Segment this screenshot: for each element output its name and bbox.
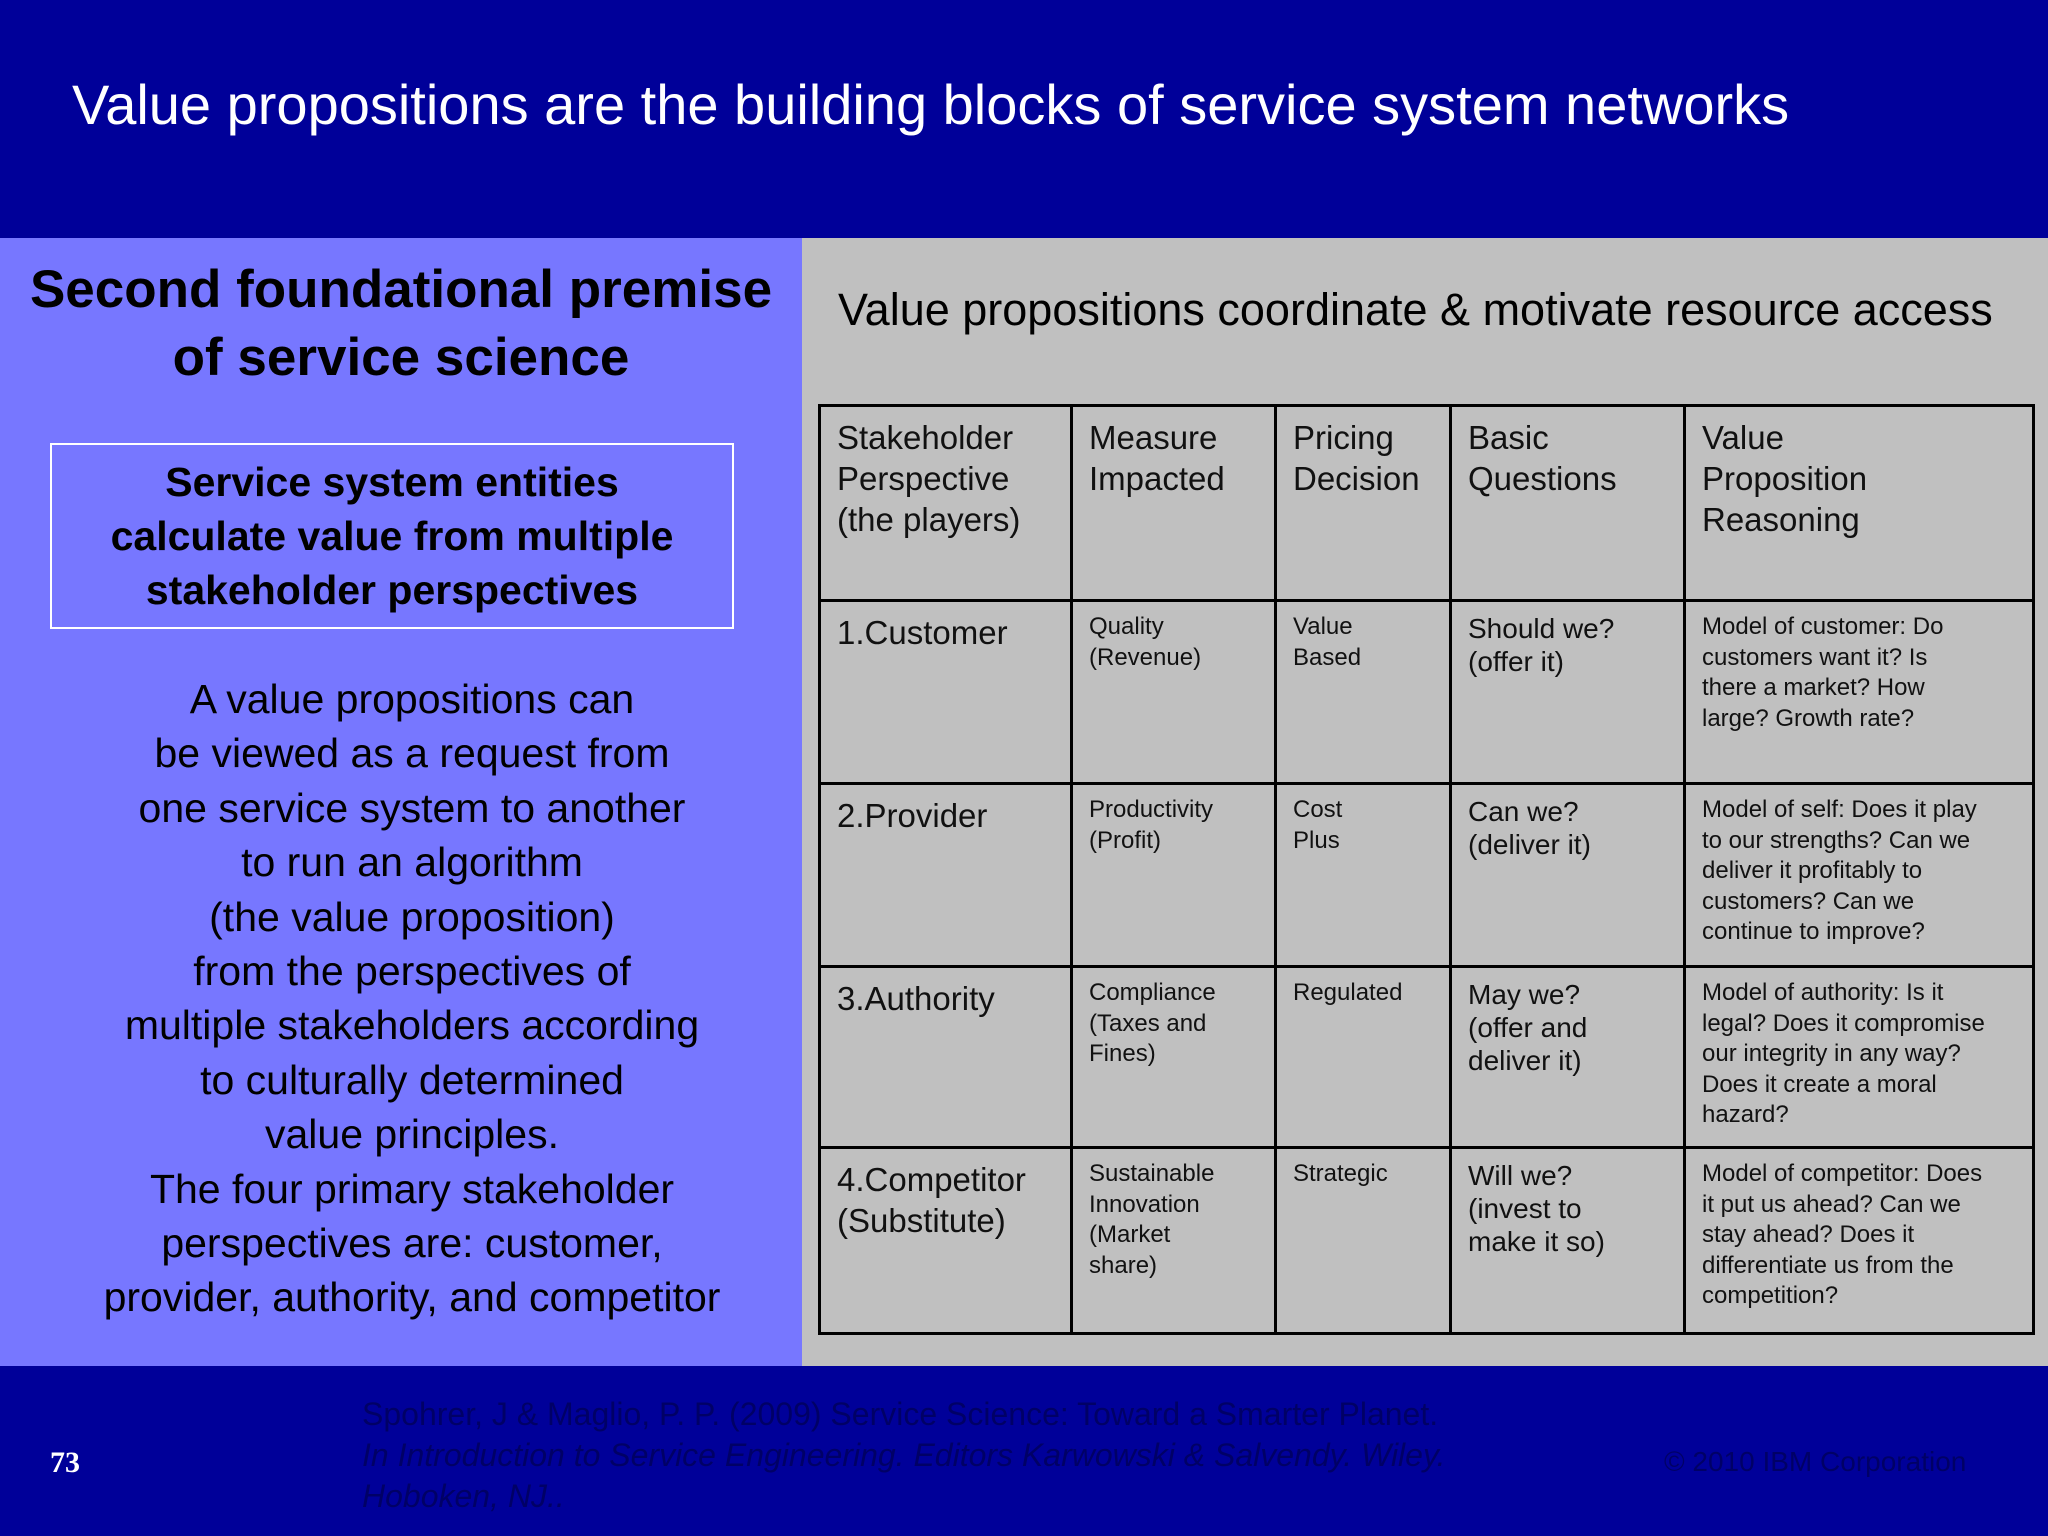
header-text: Measure <box>1089 419 1218 456</box>
measure-cell <box>1072 967 1276 1148</box>
callout-line: calculate value from multiple <box>110 513 674 559</box>
reasoning-cell <box>1685 784 2034 967</box>
cell-text: Plus <box>1293 826 1340 854</box>
cell-text: 2.Provider <box>837 797 988 834</box>
cell-text: 4.Competitor <box>837 1161 1026 1198</box>
reasoning-cell <box>1685 601 2034 784</box>
stakeholder-table <box>818 404 2035 1335</box>
premise-heading-line: Second foundational premise <box>29 260 773 319</box>
cell-text: Innovation <box>1089 1190 1200 1218</box>
table-row-customer <box>820 601 2034 784</box>
cell-text: differentiate us from the <box>1702 1251 1954 1279</box>
premise-callout-box <box>50 443 734 629</box>
body-line: The four primary stakeholder <box>149 1165 675 1212</box>
stakeholder-cell <box>820 601 1072 784</box>
measure-cell <box>1072 1148 1276 1334</box>
cell-text: Value <box>1293 613 1353 640</box>
slide-header <box>0 0 2048 238</box>
body-line: from the perspectives of <box>193 948 631 995</box>
cell-text: (Substitute) <box>837 1202 1006 1239</box>
cell-text: customers want it? Is <box>1702 643 1928 671</box>
header-text: Reasoning <box>1702 501 1860 538</box>
header-text: Stakeholder <box>837 419 1014 456</box>
cell-text: Does it create a moral <box>1702 1070 1937 1098</box>
cell-text: deliver it profitably to <box>1702 857 1923 884</box>
cell-text: Cost <box>1293 796 1343 823</box>
header-text: Pricing <box>1293 419 1394 456</box>
header-text: Perspective <box>837 460 1010 497</box>
cell-text: Based <box>1293 643 1362 671</box>
citation <box>362 1394 1445 1517</box>
stakeholder-cell <box>820 1148 1072 1334</box>
cell-text: Model of authority: Is it <box>1702 979 1944 1006</box>
cell-text: it put us ahead? Can we <box>1702 1190 1961 1218</box>
cell-text: Will we? <box>1468 1160 1573 1191</box>
premise-body-text <box>0 672 824 1325</box>
measure-cell <box>1072 784 1276 967</box>
cell-text: (Profit) <box>1089 826 1161 854</box>
body-line: one service system to another <box>138 784 686 831</box>
cell-text: Productivity <box>1089 796 1214 823</box>
callout-line: stakeholder perspectives <box>145 567 639 613</box>
header-text: Value <box>1702 419 1784 456</box>
header-text: Questions <box>1468 460 1617 497</box>
cell-text: 1.Customer <box>837 614 1008 651</box>
pricing-cell <box>1276 967 1451 1148</box>
citation-italic-text: Hoboken, NJ.. <box>362 1478 565 1514</box>
cell-text: Fines) <box>1089 1040 1156 1067</box>
reasoning-cell <box>1685 1148 2034 1334</box>
premise-heading <box>0 256 802 392</box>
cell-text: large? Growth rate? <box>1702 704 1915 732</box>
premise-heading-line: of service science <box>172 328 630 387</box>
table-row-provider <box>820 784 2034 967</box>
body-line: to run an algorithm <box>241 839 583 886</box>
cell-text: there a market? How <box>1702 674 1925 701</box>
citation-line: Spohrer, J & Maglio, P. P. (2009) Service Science: Toward a Smarter Planet. <box>362 1396 1439 1432</box>
header-cell-questions <box>1451 406 1685 601</box>
copyright-notice: © 2010 IBM Corporation <box>1664 1446 1967 1477</box>
cell-text: Sustainable <box>1089 1160 1215 1187</box>
body-line: multiple stakeholders according <box>124 1002 700 1049</box>
question-cell <box>1451 601 1685 784</box>
cell-text: to our strengths? Can we <box>1702 826 1971 854</box>
table-header-row <box>820 406 2034 601</box>
cell-text: (Revenue) <box>1089 643 1202 671</box>
cell-text: make it so) <box>1468 1226 1605 1257</box>
citation-line <box>362 1435 1445 1476</box>
cell-text: Model of self: Does it play <box>1702 796 1977 823</box>
header-cell-measure <box>1072 406 1276 601</box>
cell-text: (Taxes and <box>1089 1009 1207 1037</box>
cell-text: Model of competitor: Does <box>1702 1160 1983 1187</box>
question-cell <box>1451 784 1685 967</box>
slide-title: Value propositions are the building blocks of service system networks <box>72 73 1790 136</box>
stakeholder-cell <box>820 967 1072 1148</box>
cell-text: competition? <box>1702 1282 1839 1309</box>
cell-text: (invest to <box>1468 1193 1582 1224</box>
cell-text: Compliance <box>1089 979 1216 1006</box>
cell-text: 3.Authority <box>837 980 995 1017</box>
cell-text: Regulated <box>1293 979 1403 1006</box>
pricing-cell <box>1276 784 1451 967</box>
cell-text: deliver it) <box>1468 1045 1582 1076</box>
table-row-competitor <box>820 1148 2034 1334</box>
cell-text: Model of customer: Do <box>1702 613 1944 640</box>
stakeholder-cell <box>820 784 1072 967</box>
header-cell-stakeholder <box>820 406 1072 601</box>
question-cell <box>1451 967 1685 1148</box>
measure-cell <box>1072 601 1276 784</box>
cell-text: hazard? <box>1702 1101 1789 1128</box>
cell-text: Should we? <box>1468 613 1615 644</box>
cell-text: (offer and <box>1468 1012 1588 1043</box>
header-cell-reasoning <box>1685 406 2034 601</box>
cell-text: stay ahead? Does it <box>1702 1221 1915 1248</box>
pricing-cell <box>1276 601 1451 784</box>
question-cell <box>1451 1148 1685 1334</box>
cell-text: share) <box>1089 1251 1158 1279</box>
body-line: value principles. <box>265 1111 559 1158</box>
cell-text: Can we? <box>1468 796 1579 827</box>
cell-text: continue to improve? <box>1702 918 1925 945</box>
cell-text: customers? Can we <box>1702 887 1915 915</box>
callout-line: Service system entities <box>165 459 619 505</box>
page-number: 73 <box>50 1446 80 1479</box>
header-text: Decision <box>1293 460 1420 497</box>
header-text: Basic <box>1468 419 1549 456</box>
left-panel <box>0 238 802 1366</box>
cell-text: our integrity in any way? <box>1702 1040 1961 1067</box>
header-text: (the players) <box>837 501 1021 538</box>
citation-line <box>362 1476 1445 1517</box>
header-text: Proposition <box>1702 460 1868 497</box>
body-line: perspectives are: customer, <box>161 1220 663 1267</box>
header-cell-pricing <box>1276 406 1451 601</box>
pricing-cell <box>1276 1148 1451 1334</box>
body-line: (the value proposition) <box>209 893 615 940</box>
header-text: Impacted <box>1089 460 1225 497</box>
cell-text: legal? Does it compromise <box>1702 1009 1985 1037</box>
cell-text: (offer it) <box>1468 646 1564 677</box>
body-line: provider, authority, and competitor <box>103 1274 721 1321</box>
cell-text: (deliver it) <box>1468 829 1591 860</box>
table-subtitle: Value propositions coordinate & motivate resource access <box>838 284 1993 335</box>
cell-text: Quality <box>1089 613 1164 640</box>
cell-text: Strategic <box>1293 1160 1388 1187</box>
body-line: to culturally determined <box>200 1056 624 1103</box>
citation-italic-text: In Introduction to Service Engineering. Editors Karwowski & Salvendy. Wiley. <box>362 1437 1446 1473</box>
cell-text: (Market <box>1089 1221 1171 1248</box>
reasoning-cell <box>1685 967 2034 1148</box>
cell-text: May we? <box>1468 979 1581 1010</box>
body-line: A value propositions can <box>189 676 635 722</box>
body-line: be viewed as a request from <box>154 730 670 777</box>
table-row-authority <box>820 967 2034 1148</box>
